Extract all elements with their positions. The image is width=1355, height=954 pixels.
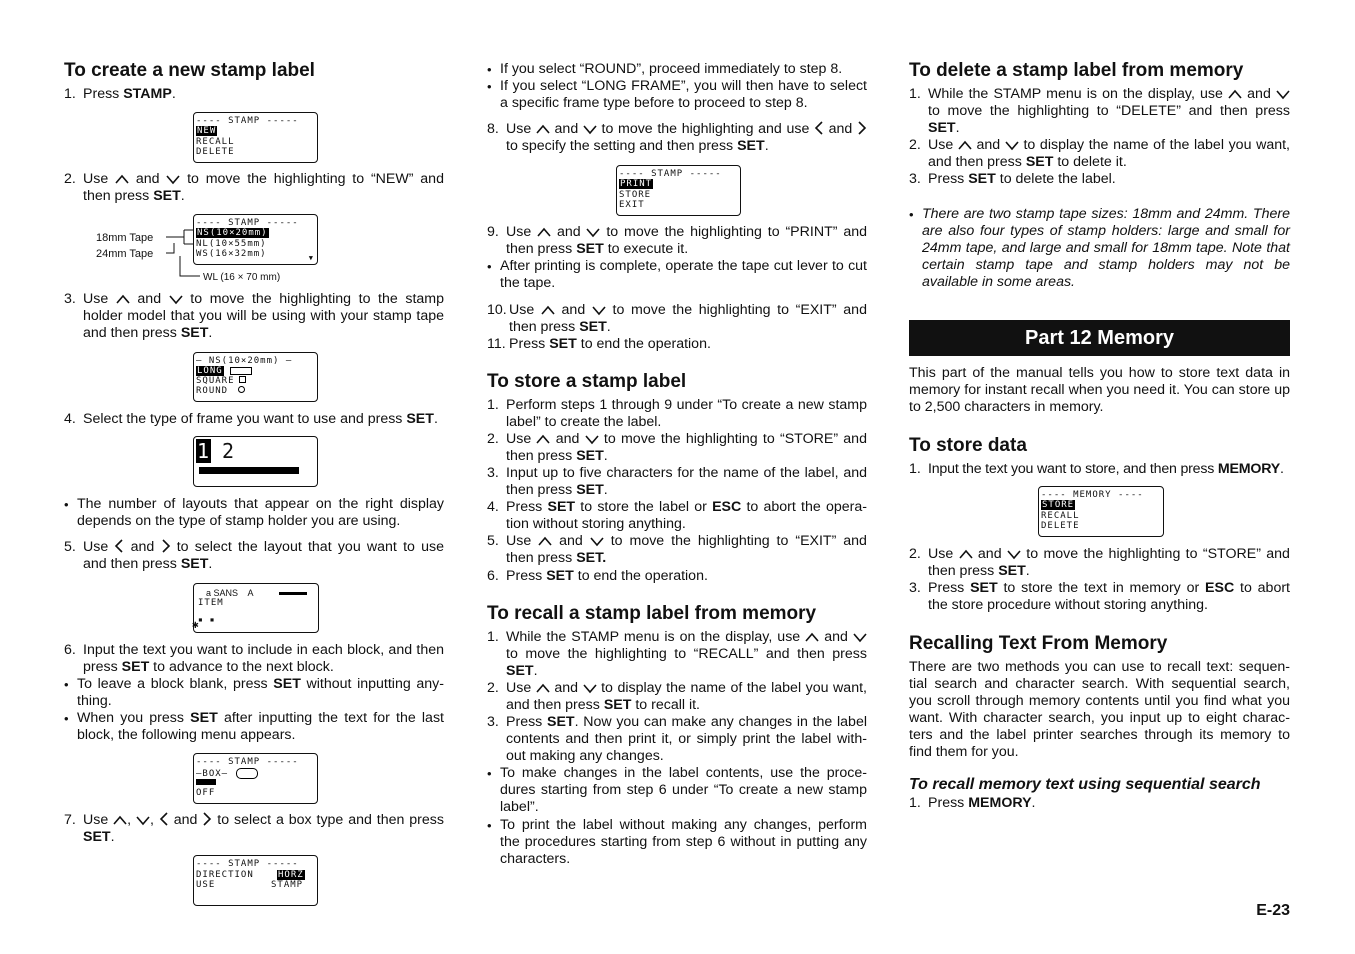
down-arrow-icon [583,682,597,694]
up-arrow-icon [113,814,127,826]
lcd-layout-display: 1 2 [193,436,318,487]
heading-store-data: To store data [909,435,1027,456]
down-arrow-icon [1276,88,1290,100]
up-arrow-icon [536,682,550,694]
down-arrow-icon [585,433,599,445]
lcd-text-input: a SANS A ITEM ▪ ▪ ✱ [193,583,319,633]
down-arrow-icon [1007,548,1021,560]
up-arrow-icon [536,123,550,135]
up-arrow-icon [805,631,819,643]
lcd-holder-menu: ---- STAMP ----- NS(10×20mm) NL(10×55mm) WS(16×32mm) ▼ [193,214,318,265]
annotation-wl: WL (16 × 70 mm) [203,272,281,283]
up-arrow-icon [541,304,555,316]
up-arrow-icon [115,173,129,185]
lcd-frame-menu: — NS(10×20mm) — LONG SQUARE ROUND [193,352,318,402]
down-arrow-icon [592,304,606,316]
down-arrow-icon [136,814,150,826]
memory-intro: This part of the manual tells you how to store text data in memory for instant recall when you need it. You can store up to 2,500 characters in memory. [909,365,1290,415]
lcd-direction-menu: ---- STAMP ----- DIRECTION HORZ USE STAMP [193,855,318,906]
left-arrow-icon [159,812,169,826]
down-arrow-icon [583,123,597,135]
heading-recall-stamp-label: To recall a stamp label from memory [487,603,817,624]
right-arrow-icon [202,812,212,826]
annotation-18mm: 18mm Tape [96,232,154,244]
lcd-stamp-menu: ---- STAMP ----- NEW RECALL DELETE [193,112,318,163]
down-arrow-icon [166,173,180,185]
recall-methods: There are two methods you can use to recall text: sequen-tial search and character search. With sequential search, you scroll through memory contents until you find what you want. With character search, you input up to eight charac-ters and the label printer searches through its memory to find them for you. [909,659,1290,760]
left-arrow-icon [114,539,124,553]
down-arrow-icon [853,631,867,643]
right-arrow-icon [857,121,867,135]
lcd-memory-menu: ---- MEMORY ---- STORE RECALL DELETE [1038,486,1164,537]
right-arrow-icon [161,539,171,553]
lcd-print-menu: ---- STAMP ----- PRINT STORE EXIT [616,165,741,216]
scroll-down-indicator: ▼ [308,254,314,262]
heading-recalling-text: Recalling Text From Memory [909,633,1168,654]
up-arrow-icon [958,139,972,151]
up-arrow-icon [538,535,552,547]
down-arrow-icon [169,293,183,305]
up-arrow-icon [536,433,550,445]
page-number: E-23 [1256,902,1290,919]
up-arrow-icon [959,548,973,560]
left-arrow-icon [814,121,824,135]
up-arrow-icon [116,293,130,305]
down-arrow-icon [586,226,600,238]
up-arrow-icon [1228,88,1242,100]
up-arrow-icon [537,226,551,238]
down-arrow-icon [590,535,604,547]
down-arrow-icon [1005,139,1019,151]
heading-sequential-search: To recall memory text using sequential search [909,776,1261,793]
part-banner: Part 12 Memory [909,320,1290,356]
annotation-lines [160,226,200,280]
heading-delete-stamp-label: To delete a stamp label from memory [909,60,1244,81]
heading-store-stamp-label: To store a stamp label [487,371,687,392]
annotation-24mm: 24mm Tape [96,248,154,260]
heading-create-stamp-label: To create a new stamp label [64,60,315,81]
lcd-box-menu: ---- STAMP ----- —BOX— OFF [193,753,318,804]
